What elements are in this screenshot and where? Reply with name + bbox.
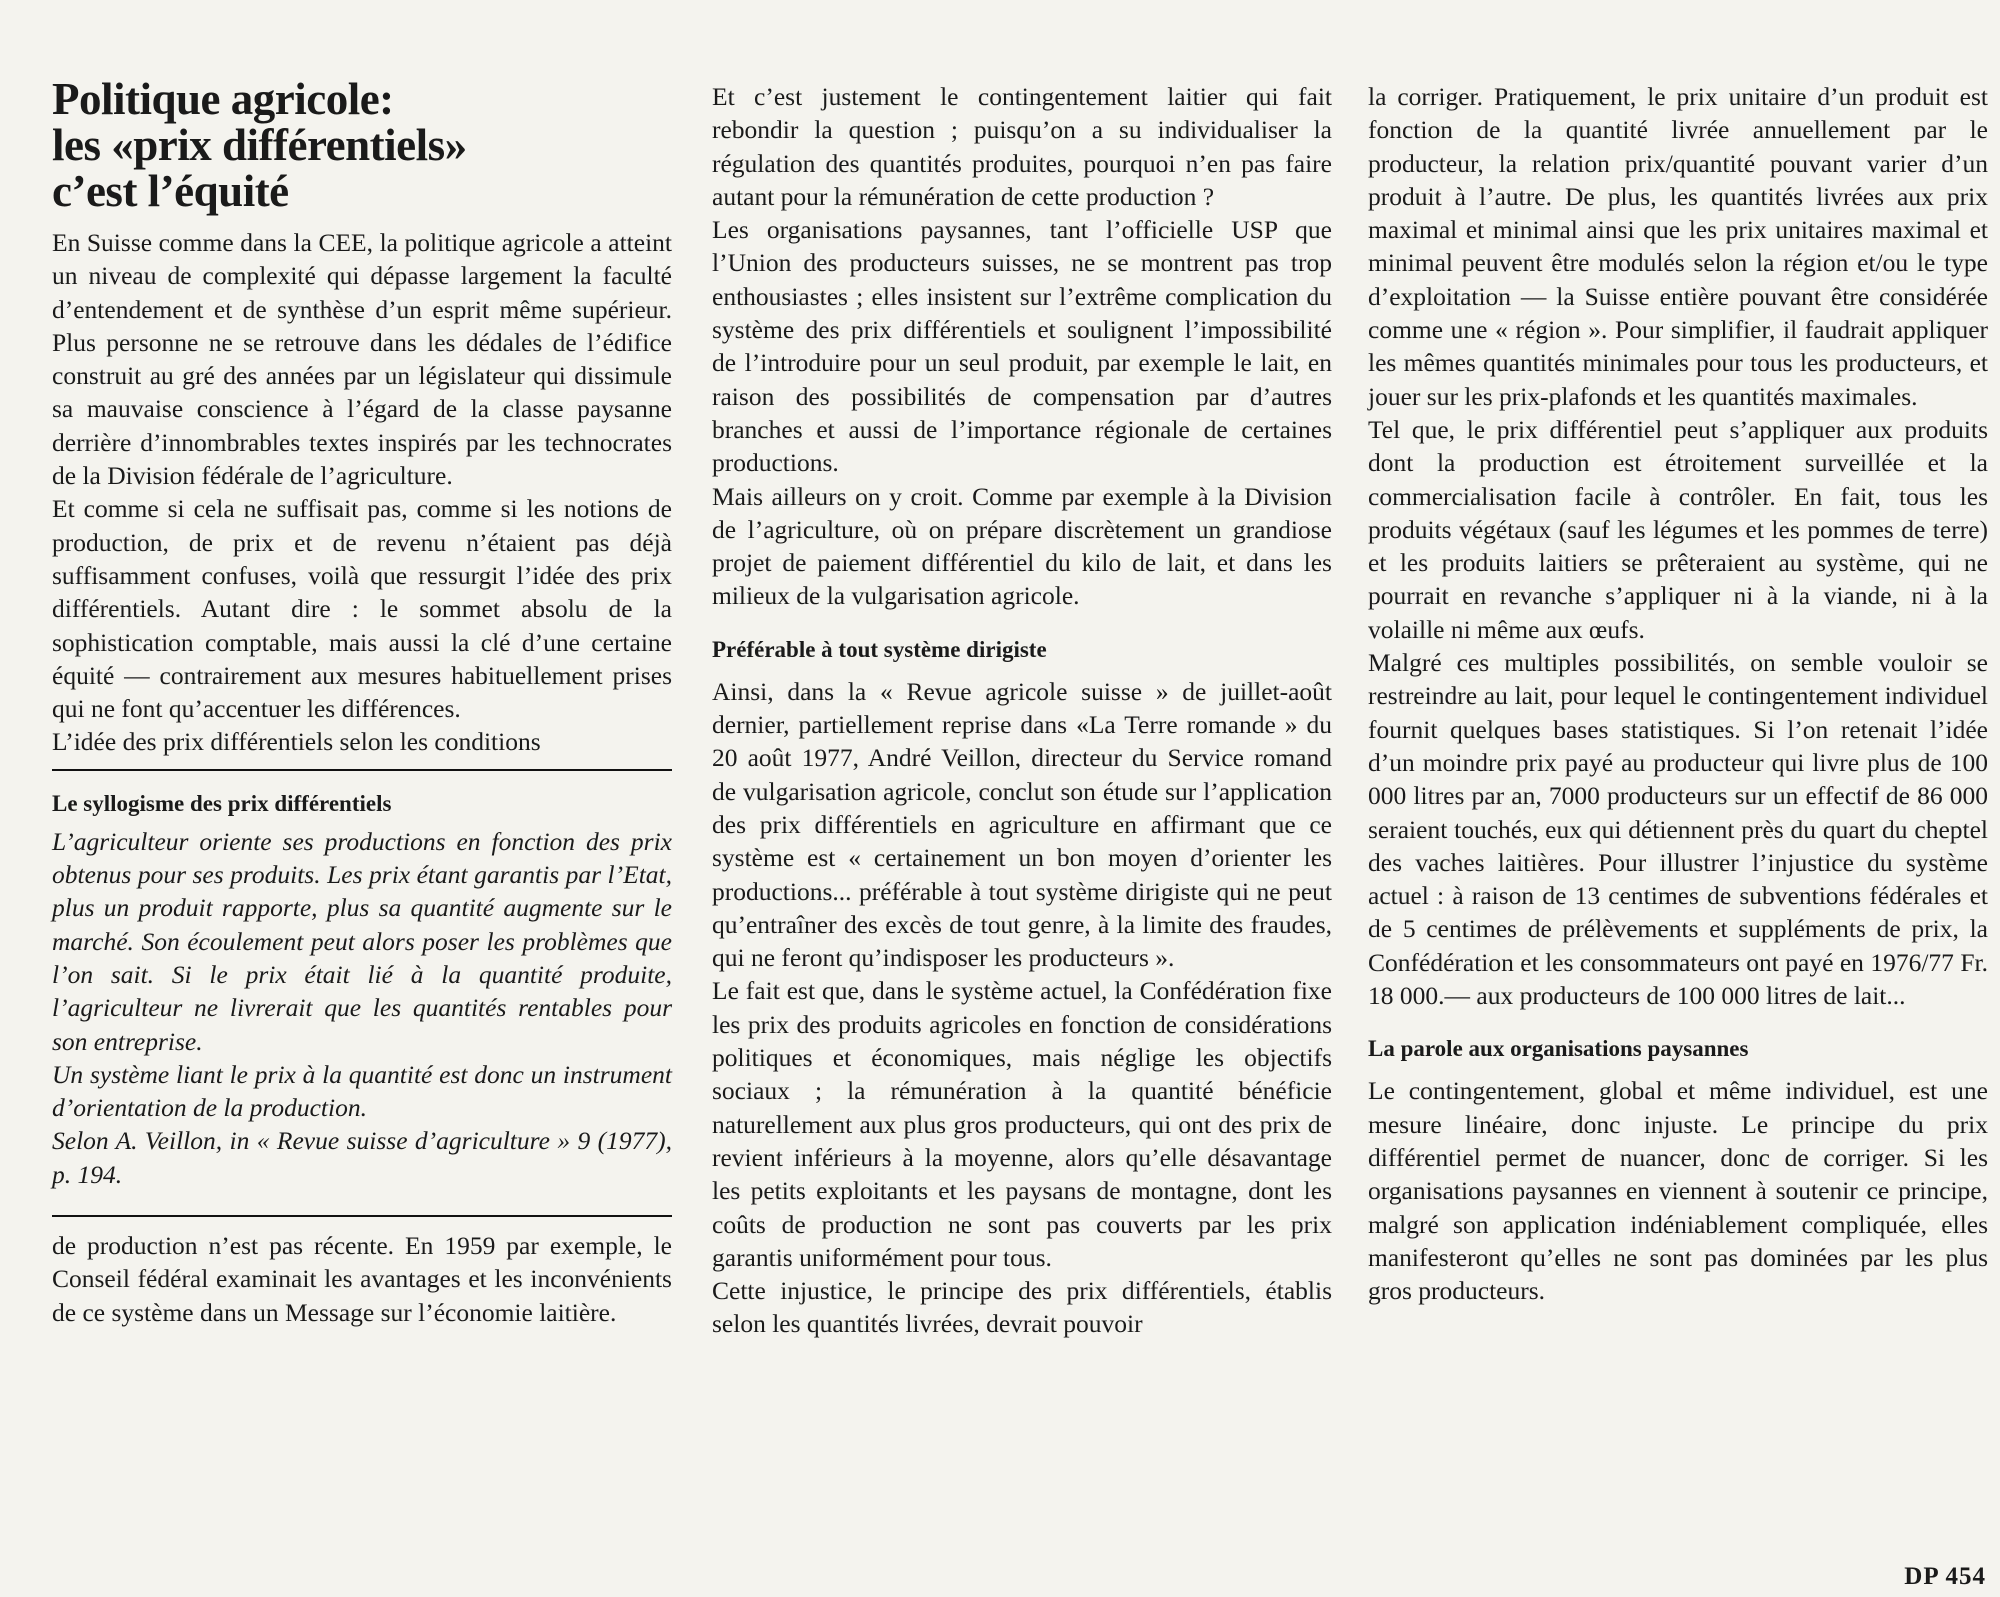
paragraph: Malgré ces multiples possibilités, on semble vouloir se restreindre au lait, pour lequel le contingentement individuel fournit quelques bases statistiques. Si l’on retenait l’idée d’un moindre prix payé au producteur qui livre plus de 100 000 litres par an, 7000 producteurs sur un effectif de 86 000 seraient touchés, eux qui détiennent près du quart du cheptel des vaches laitières. Pour illustrer l’injustice du système actuel : à raison de 13 centimes de subventions fédérales et de 5 centimes de prélèvements et suppléments de prix, la Confédération et les consommateurs ont payé en 1976/77 Fr. 18 000.— aux producteurs de 100 000 litres de lait... [1368, 648, 1988, 1011]
sidebar-box [52, 769, 672, 1217]
paragraph: Le fait est que, dans le système actuel, la Confédération fixe les prix des produits agricoles en fonction de considérations politiques et économiques, mais néglige les objectifs sociaux ; la rémunération à la quantité bénéficie naturellement aux plus gros producteurs, qui ont des prix de revient inférieurs à la moyenne, alors qu’elle désavantage les petits exploitants et les paysans de montagne, dont les coûts de production ne sont pas couverts par les prix garantis uniformément pour tous. [712, 976, 1332, 1272]
column-2 [712, 80, 1332, 1341]
paragraph: la corriger. Pratiquement, le prix unitaire d’un produit est fonction de la quantité livrée annuellement par le producteur, la relation prix/quantité pouvant varier d’un produit à l’autre. De plus, les quantités livrées aux prix maximal et minimal ainsi que les prix unitaires maximal et minimal peuvent être modulés selon la région et/ou le type d’exploitation — la Suisse entière pouvant être considérée comme une « région ». Pour simplifier, il faudrait appliquer les mêmes quantités minimales pour tous les producteurs, et jouer sur les prix-plafonds et les quantités maximales. [1368, 82, 1988, 411]
article-title [52, 76, 672, 214]
box-paragraph: Un système liant le prix à la quantité est donc un instrument d’orientation de la production. [52, 1059, 672, 1123]
paragraph: Et c’est justement le contingentement laitier qui fait rebondir la question ; puisqu’on a su individualiser la régulation des quantités produites, pourquoi n’en pas faire autant pour la rémunération de cette production ? [712, 82, 1332, 211]
section-heading: La parole aux organisations paysannes [1368, 1036, 1749, 1062]
column-3 [1368, 80, 1988, 1307]
paragraph: de production n’est pas récente. En 1959 par exemple, le Conseil fédéral examinait les avantages et les inconvénients de ce système dans un Message sur l’économie laitière. [52, 1231, 672, 1327]
title-line: c’est l’équité [52, 166, 289, 216]
paragraph: Mais ailleurs on y croit. Comme par exemple à la Division de l’agriculture, où on prépare discrètement un grandiose projet de paiement différentiel du kilo de lait, et dans les milieux de la vulgarisation agricole. [712, 481, 1332, 611]
paragraph: Cette injustice, le principe des prix différentiels, établis selon les quantités livrées, devrait pouvoir [712, 1276, 1332, 1339]
paragraph: L’idée des prix différentiels selon les conditions [52, 727, 541, 757]
title-line: les «prix différentiels» [52, 120, 467, 170]
paragraph: Les organisations paysannes, tant l’officielle USP que l’Union des producteurs suisses, ne se montrent pas trop enthousiastes ; elles insistent sur l’extrême complication du système des prix différentiels et soulignent l’impossibilité de l’introduire pour un seul produit, par exemple le lait, en raison des possibilités de compensation par d’autres branches et aussi de l’importance régionale de certaines productions. [712, 215, 1332, 478]
column-1 [52, 76, 672, 1329]
paragraph: Et comme si cela ne suffisait pas, comme si les notions de production, de prix et de revenu n’étaient pas déjà suffisamment confuses, voilà que ressurgit l’idée des prix différentiels. Autant dire : le sommet absolu de la sophistication comptable, mais aussi la clé d’une certaine équité — contrairement aux mesures habituellement prises qui ne font qu’accentuer les différences. [52, 494, 672, 724]
paragraph: En Suisse comme dans la CEE, la politique agricole a atteint un niveau de complexité qui dépasse largement la faculté d’entendement et de synthèse d’un esprit même supérieur. Plus personne ne se retrouve dans les dédales de l’édifice construit au gré des années par un législateur qui dissimule sa mauvaise conscience à l’égard de la classe paysanne derrière d’innombrables textes inspirés par les technocrates de la Division fédérale de l’agriculture. [52, 228, 672, 491]
section-heading: Préférable à tout système dirigiste [712, 636, 1047, 662]
box-heading: Le syllogisme des prix différentiels [52, 790, 392, 816]
box-citation: Selon A. Veillon, in « Revue suisse d’agriculture » 9 (1977), p. 194. [52, 1126, 672, 1189]
title-line: Politique agricole: [52, 74, 394, 124]
page-folio: DP 454 [1904, 1563, 1986, 1590]
paragraph: Tel que, le prix différentiel peut s’appliquer aux produits dont la production est étroitement surveillée et la commercialisation facile à contrôler. En fait, tous les produits végétaux (sauf les légumes et les pommes de terre) et les produits laitiers se prêteraient au système, qui ne pourrait en revanche s’appliquer ni à la viande, ni à la volaille ni même aux œufs. [1368, 414, 1988, 644]
paragraph: Ainsi, dans la « Revue agricole suisse » de juillet-août dernier, partiellement reprise dans «La Terre romande » du 20 août 1977, André Veillon, directeur du Service romand de vulgarisation agricole, conclut son étude sur l’application des prix différentiels en agriculture en affirmant que ce système est « certainement un bon moyen d’orienter les productions... préférable à tout système dirigiste qui ne peut qu’entraîner des excès de tout genre, à la limite des fraudes, qui ne feront qu’indisposer les producteurs ». [712, 676, 1332, 973]
box-paragraph: L’agriculteur oriente ses productions en fonction des prix obtenus pour ses produits. Les prix étant garantis par l’Etat, plus un produit rapporte, plus sa quantité augmente sur le marché. Son écoulement peut alors poser les problèmes que l’on sait. Si le prix était lié à la quantité produite, l’agriculteur ne livrerait que les quantités rentables pour son entreprise. [52, 826, 672, 1056]
paragraph: Le contingentement, global et même individuel, est une mesure linéaire, donc injuste. Le principe du prix différentiel permet de nuancer, donc de corriger. Si les organisations paysannes en viennent à soutenir ce principe, malgré son application indéniablement compliquée, elles manifesteront qu’elles ne sont pas dominées par les plus gros producteurs. [1368, 1076, 1988, 1306]
